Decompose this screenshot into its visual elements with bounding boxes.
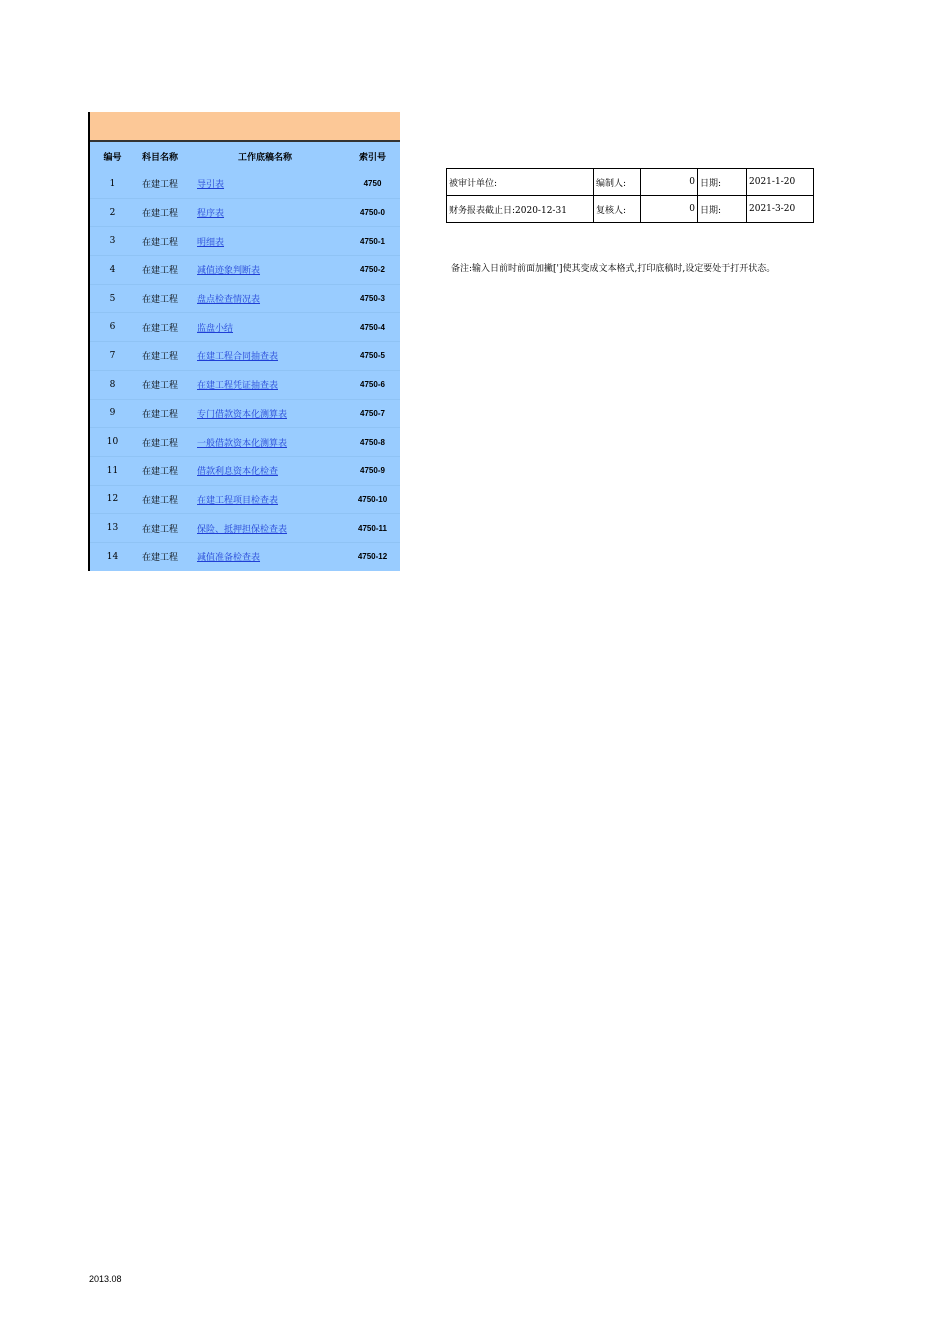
reviewed-date-value[interactable]: 2021-3-20 — [747, 196, 814, 223]
row-index-no: 4750-9 — [360, 466, 385, 476]
row-no: 14 — [106, 551, 119, 562]
row-index-no: 4750-12 — [357, 552, 388, 562]
row-no: 13 — [106, 523, 119, 534]
row-no: 10 — [106, 437, 119, 448]
date-label: 日期: — [698, 196, 747, 223]
row-index-no: 4750-4 — [360, 322, 385, 332]
prepared-date-value[interactable]: 2021-1-20 — [747, 169, 814, 196]
row-subject: 在建工程 — [141, 495, 178, 506]
index-row — [90, 400, 400, 429]
workpaper-index-panel — [88, 112, 400, 571]
index-row — [90, 371, 400, 400]
row-subject: 在建工程 — [141, 266, 178, 277]
row-subject: 在建工程 — [141, 381, 178, 392]
workpaper-link[interactable]: 专门借款资本化测算表 — [197, 409, 288, 420]
info-row — [447, 169, 814, 196]
workpaper-link[interactable]: 减值准备检查表 — [197, 553, 261, 564]
row-index-no: 4750-10 — [357, 494, 388, 504]
row-index-no: 4750-5 — [360, 351, 385, 361]
row-subject: 在建工程 — [141, 352, 178, 363]
row-index-no: 4750-1 — [360, 236, 385, 246]
header-subject: 科目名称 — [141, 152, 178, 163]
row-subject: 在建工程 — [141, 438, 178, 449]
workpaper-link[interactable]: 保险、抵押担保检查表 — [197, 524, 288, 535]
index-body — [90, 170, 400, 571]
workpaper-link[interactable]: 在建工程项目检查表 — [197, 495, 279, 506]
version-label: 2013.08 — [89, 1274, 122, 1284]
header-workpaper-name: 工作底稿名称 — [237, 152, 292, 163]
row-no: 1 — [109, 178, 116, 189]
row-subject: 在建工程 — [141, 209, 178, 220]
row-no: 3 — [109, 236, 116, 247]
preparer-label: 编制人: — [594, 169, 641, 196]
index-row — [90, 428, 400, 457]
row-subject: 在建工程 — [141, 409, 178, 420]
row-index-no: 4750 — [363, 179, 382, 189]
index-row — [90, 285, 400, 314]
index-row — [90, 227, 400, 256]
row-subject: 在建工程 — [141, 295, 178, 306]
preparer-value[interactable]: 0 — [641, 169, 698, 196]
row-no: 5 — [109, 293, 116, 304]
workpaper-link[interactable]: 在建工程凭证抽查表 — [197, 381, 279, 392]
row-no: 2 — [109, 207, 116, 218]
workpaper-link[interactable]: 导引表 — [197, 180, 225, 191]
workpaper-link[interactable]: 在建工程合同抽查表 — [197, 352, 279, 363]
index-row — [90, 256, 400, 285]
index-row — [90, 342, 400, 371]
row-subject: 在建工程 — [141, 524, 178, 535]
row-subject: 在建工程 — [141, 467, 178, 478]
row-no: 4 — [109, 264, 116, 275]
row-index-no: 4750-8 — [360, 437, 385, 447]
row-index-no: 4750-0 — [360, 208, 385, 218]
index-banner — [90, 112, 400, 142]
row-no: 12 — [106, 494, 119, 505]
workpaper-link[interactable]: 监盘小结 — [197, 323, 234, 334]
reviewer-label: 复核人: — [594, 196, 641, 223]
report-cutoff-cell[interactable]: 财务报表截止日:2020-12-31 — [447, 196, 594, 223]
row-no: 6 — [109, 322, 116, 333]
row-index-no: 4750-3 — [360, 294, 385, 304]
row-subject: 在建工程 — [141, 323, 178, 334]
audited-unit-cell[interactable]: 被审计单位: — [447, 169, 594, 196]
info-row — [447, 196, 814, 223]
row-no: 9 — [109, 408, 116, 419]
workpaper-link[interactable]: 借款利息资本化检查 — [197, 467, 279, 478]
index-row — [90, 486, 400, 515]
workpaper-link[interactable]: 减值迹象判断表 — [197, 266, 261, 277]
row-no: 7 — [109, 350, 116, 361]
date-label: 日期: — [698, 169, 747, 196]
index-row — [90, 457, 400, 486]
audit-info-table — [446, 168, 814, 223]
header-index-no: 索引号 — [358, 152, 386, 163]
row-subject: 在建工程 — [141, 237, 178, 248]
remark-note: 备注:输入日前时前面加撇[']使其变成文本格式,打印底稿时,设定要处于打开状态。 — [451, 264, 776, 274]
row-index-no: 4750-2 — [360, 265, 385, 275]
workpaper-link[interactable]: 一般借款资本化测算表 — [197, 438, 288, 449]
index-row — [90, 514, 400, 543]
row-index-no: 4750-6 — [360, 380, 385, 390]
reviewer-value[interactable]: 0 — [641, 196, 698, 223]
index-row — [90, 543, 400, 571]
index-row — [90, 313, 400, 342]
row-subject: 在建工程 — [141, 180, 178, 191]
row-index-no: 4750-7 — [360, 408, 385, 418]
row-no: 11 — [106, 465, 119, 476]
header-no: 编号 — [103, 152, 122, 163]
workpaper-link[interactable]: 程序表 — [197, 209, 225, 220]
index-row — [90, 170, 400, 199]
workpaper-link[interactable]: 明细表 — [197, 237, 225, 248]
row-no: 8 — [109, 379, 116, 390]
workpaper-link[interactable]: 盘点检查情况表 — [197, 295, 261, 306]
row-subject: 在建工程 — [141, 553, 178, 564]
index-row — [90, 199, 400, 228]
index-header-row — [90, 142, 400, 170]
row-index-no: 4750-11 — [358, 523, 387, 533]
